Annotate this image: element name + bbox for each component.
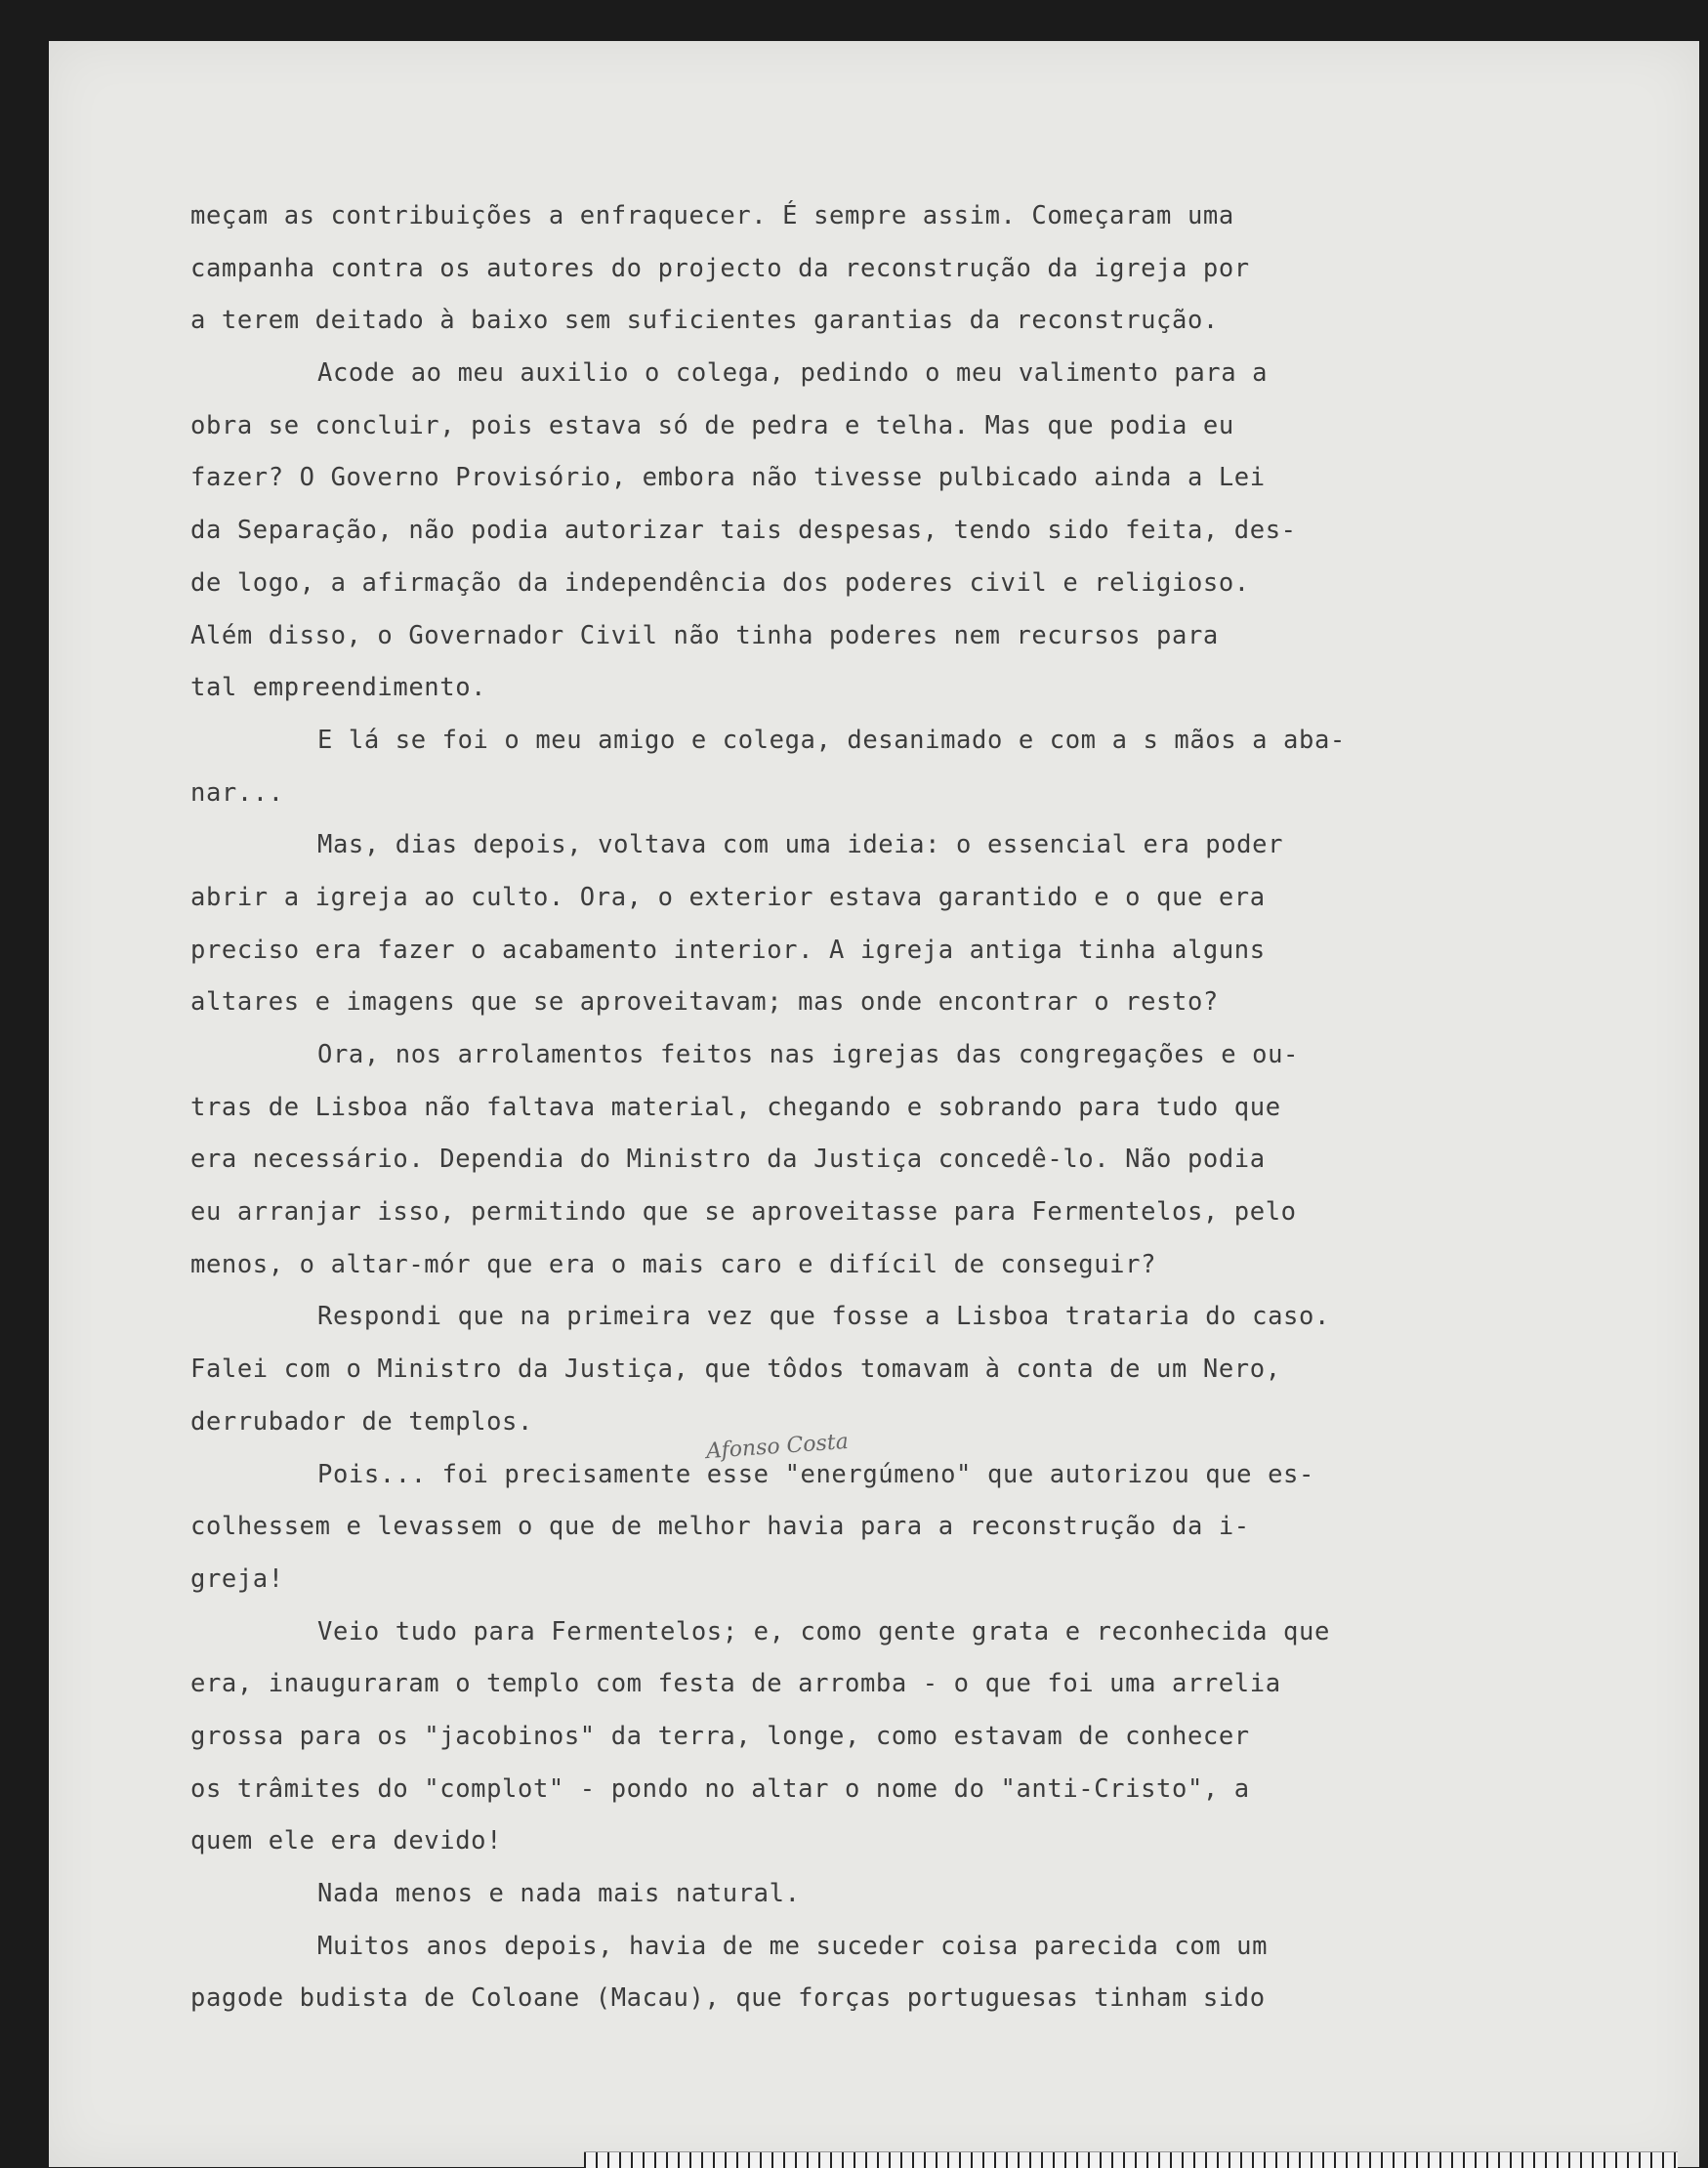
text-line: de logo, a afirmação da independência dos poderes civil e religioso. [190, 567, 1250, 598]
handwritten-annotation: Afonso Costa [705, 1429, 850, 1465]
text-line: os trâmites do "complot" - pondo no altar o nome do "anti-Cristo", a [190, 1773, 1250, 1804]
text-line: Respondi que na primeira vez que fosse a Lisboa trataria do caso. [317, 1302, 1330, 1332]
text-line: meçam as contribuições a enfraquecer. É sempre assim. Começaram uma [190, 201, 1234, 230]
text-line: Além disso, o Governador Civil não tinha poderes nem recursos para [190, 620, 1219, 650]
text-line: altares e imagens que se aproveitavam; mas onde encontrar o resto? [190, 987, 1219, 1018]
text-line: era necessário. Dependia do Ministro da Justiça concedê-lo. Não podia [190, 1145, 1266, 1175]
text-line: tal empreendimento. [190, 673, 487, 703]
text-line: grossa para os "jacobinos" da terra, longe, como estavam de conhecer [190, 1721, 1250, 1751]
text-line: menos, o altar-mór que era o mais caro e difícil de conseguir? [190, 1249, 1157, 1279]
text-line: Falei com o Ministro da Justiça, que tôdos tomavam à conta de um Nero, [190, 1355, 1281, 1385]
scale-ruler [584, 2151, 1678, 2168]
text-line: Muitos anos depois, havia de me suceder coisa parecida com um [317, 1931, 1269, 1961]
text-line: Ora, nos arrolamentos feitos nas igrejas das congregações e ou- [317, 1040, 1299, 1069]
text-line: obra se concluir, pois estava só de pedra e telha. Mas que podia eu [190, 410, 1234, 440]
text-line: nar... [190, 777, 284, 808]
text-line: campanha contra os autores do projecto da reconstrução da igreja por [190, 253, 1250, 283]
text-line: da Separação, não podia autorizar tais despesas, tendo sido feita, des- [190, 516, 1297, 546]
text-line: Mas, dias depois, voltava com uma ideia: o essencial era poder [317, 830, 1284, 860]
text-line: pagode budista de Coloane (Macau), que forças portuguesas tinham sido [190, 1983, 1266, 2014]
text-line: quem ele era devido! [190, 1826, 503, 1856]
text-line: era, inauguraram o templo com festa de arromba - o que foi uma arrelia [190, 1669, 1281, 1699]
typed-text-body [190, 190, 1646, 2025]
text-line: colhessem e levassem o que de melhor havia para a reconstrução da i- [190, 1512, 1250, 1542]
text-line: abrir a igreja ao culto. Ora, o exterior estava garantido e o que era [190, 882, 1266, 912]
text-line: a terem deitado à baixo sem suficientes garantias da reconstrução. [190, 306, 1219, 336]
typed-page [49, 41, 1699, 2167]
text-line: tras de Lisboa não faltava material, chegando e sobrando para tudo que [190, 1092, 1281, 1122]
text-line: preciso era fazer o acabamento interior. A igreja antiga tinha alguns [190, 935, 1266, 965]
text-line: Nada menos e nada mais natural. [317, 1879, 801, 1908]
text-line: fazer? O Governo Provisório, embora não tivesse pulbicado ainda a Lei [190, 463, 1266, 493]
text-line: greja! [190, 1563, 284, 1594]
text-line: Acode ao meu auxilio o colega, pedindo o meu valimento para a [317, 358, 1269, 389]
text-line: E lá se foi o meu amigo e colega, desanimado e com a s mãos a aba- [317, 725, 1346, 755]
text-line: Pois... foi precisamente esse "energúmeno" que autorizou que es- [317, 1459, 1314, 1489]
text-line: Veio tudo para Fermentelos; e, como gente grata e reconhecida que [317, 1616, 1330, 1647]
text-line: derrubador de templos. [190, 1406, 533, 1437]
text-line: eu arranjar isso, permitindo que se aproveitasse para Fermentelos, pelo [190, 1197, 1297, 1228]
